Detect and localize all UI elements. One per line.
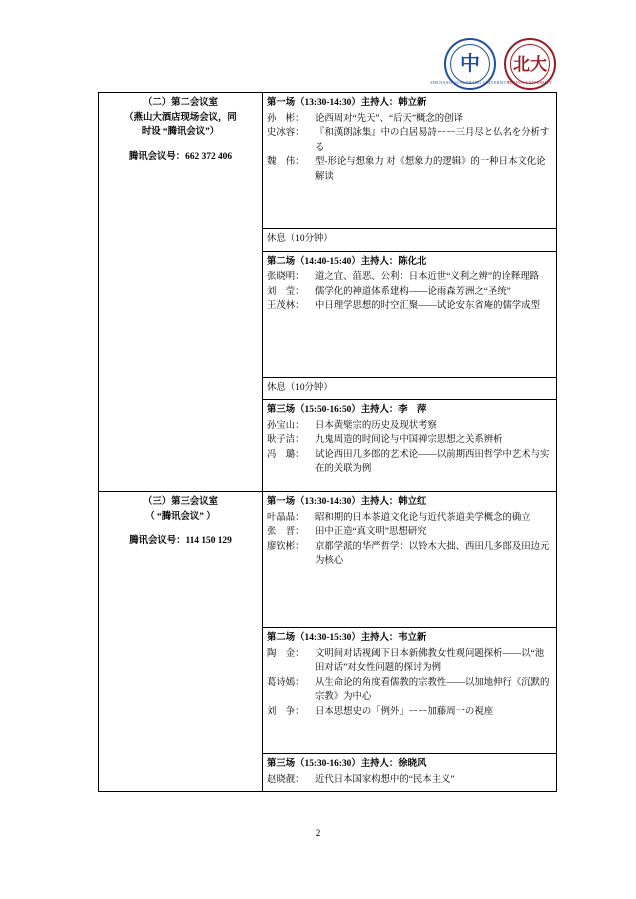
session-item [267,773,552,788]
speaker-name: 史冰容： [267,128,305,139]
speaker-name: 张晓明： [267,272,305,283]
paper-title: 九鬼周造的时间论与中国禅宗思想之关系辨析 [315,435,503,446]
room-cell-second [99,93,263,492]
logo-right-mark: 北大 [513,54,547,74]
session-item [267,112,552,127]
speaker-name: 王茂林： [267,301,305,312]
session-item [267,285,552,300]
paper-title: 儒学化的神道体系建构——论雨森芳洲之“圣统” [315,286,511,297]
paper-title: 从生命论的角度看儒教的宗教性——以加地伸行《沉默的宗教》为中心 [315,677,550,703]
paper-title: 中日理学思想的时空汇聚——试论安东省庵的儒学成型 [315,301,541,312]
paper-title: 试论西田几多郎的艺术论——以前期西田哲学中艺术与实在的关联为例 [315,449,550,475]
university-logo-right-icon [504,38,556,90]
session-item [267,419,552,434]
paper-title: 近代日本国家构想中的“民本主义” [315,774,455,785]
speaker-name: 廖钦彬： [267,541,305,552]
speaker-name: 孙宝山： [267,420,305,431]
paper-title: 日本黄檗宗的历史及现状考察 [315,420,437,431]
speaker-name: 陶 金： [267,648,305,659]
logo-left-mark: 中 [460,53,480,75]
speaker-name: 赵晓靓： [267,774,305,785]
speaker-name: 冯 璐： [267,449,305,460]
session-cell [263,93,557,229]
paper-title: 田中正造“真文明”思想研究 [315,527,427,538]
logo-group [430,38,556,90]
session-item [267,126,552,155]
university-logo-left-icon [430,38,510,90]
session-item [267,299,552,314]
session-item [267,511,552,526]
speaker-name: 张 晋： [267,527,305,538]
session-item [267,647,552,676]
session-item [267,433,552,448]
table-row [99,93,557,229]
room-cell-third [99,492,263,792]
table-row [99,492,557,628]
speaker-name: 叶晶晶： [267,512,305,523]
session-item [267,540,552,569]
session-header: 第三场（15:30-16:30）主持人：徐晓风 [267,759,427,770]
session-cell [263,628,557,754]
session-header: 第一场（13:30-14:30）主持人：韩立红 [267,497,427,508]
session-header: 第一场（13:30-14:30）主持人：韩立新 [267,98,427,108]
paper-title: 日本思想史の「例外」ーー加藤周一の視座 [315,707,494,718]
session-header: 第三场（15:50-16:50）主持人：李 萍 [267,405,427,416]
room-title-line-1: （三）第三会议室 [142,497,218,508]
break-cell: 休息（10分钟） [263,377,557,400]
room-title-line-2: （ “腾讯会议” ） [145,511,216,522]
paper-title: 型-形论与想象力 对《想象力的逻辑》的一种日本文化论解读 [315,157,546,182]
paper-title: 昭和期的日本茶道文化论与近代茶道美学概念的确立 [315,512,531,523]
session-item [267,705,552,720]
speaker-name: 葛诗嫣： [267,677,305,688]
schedule-table [98,92,557,792]
paper-title: 『和漢朗詠集』中の白居易詩ーー三月尽と仏名を分析する [315,128,550,153]
session-header: 第二场（14:40-15:40）主持人：陈化北 [267,256,427,267]
paper-title: 文明间对话视阈下日本新佛教女性观问题探析——以“池田对话”对女性问题的探讨为例 [315,648,545,674]
session-item [267,676,552,705]
session-cell [263,754,557,792]
session-item [267,270,552,285]
paper-title: 论西周对“先天”、“后天”概念的创译 [315,113,463,124]
room-title-line-3: 时设 “腾讯会议”） [141,127,220,138]
room-title-line-2: （燕山大酒店现场会议，同 [124,112,237,123]
room-meeting-id: 腾讯会议号：114 150 129 [129,536,232,547]
speaker-name: 魏 伟： [267,157,305,168]
session-cell [263,492,557,628]
speaker-name: 耿子洁： [267,435,305,446]
session-item [267,155,552,184]
session-item [267,448,552,477]
session-header: 第二场（14:30-15:30）主持人：韦立新 [267,633,427,644]
speaker-name: 刘 争： [267,707,305,718]
break-cell: 休息（10分钟） [263,229,557,252]
room-title-line-1: （二）第二会议室 [142,98,218,108]
speaker-name: 孙 彬： [267,113,305,124]
session-cell [263,251,557,377]
page-number: 2 [315,828,321,838]
session-cell [263,400,557,492]
speaker-name: 刘 莹： [267,286,305,297]
paper-title: 道之宜、菹恶、公利：日本近世“义利之辨”的诠释理路 [315,272,539,283]
logo-left-ring-text: ZHEJIANG GONGSHANG UNIVERSITY [430,80,510,85]
logo-right-ring-text: PEKING UNIVERSITY [507,80,553,85]
session-item [267,525,552,540]
room-meeting-id: 腾讯会议号：662 372 406 [128,151,233,162]
paper-title: 京都学派的华严哲学：以铃木大拙、西田几多郎及田边元为核心 [315,541,550,567]
